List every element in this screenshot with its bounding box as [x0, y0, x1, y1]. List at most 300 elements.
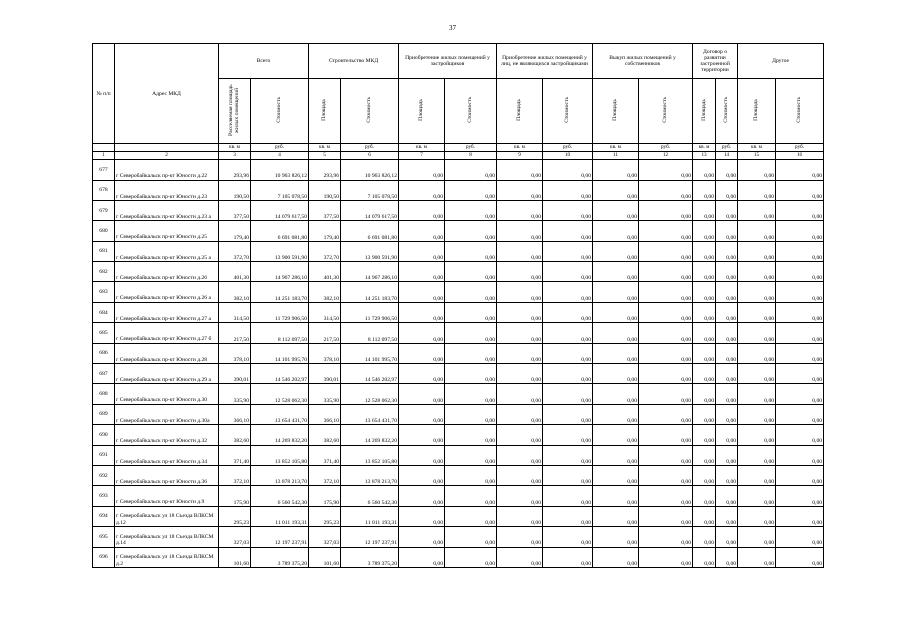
row-zero-value: 0,00	[738, 221, 776, 241]
resettlement-table	[92, 43, 824, 568]
header-sub-label: Площадь	[700, 99, 707, 121]
row-zero-value: 0,00	[399, 180, 445, 200]
table-row	[93, 486, 824, 506]
row-zero-value: 0,00	[738, 302, 776, 322]
row-zero-value: 0,00	[716, 282, 738, 302]
row-zero-value: 0,00	[445, 384, 497, 404]
row-zero-value: 0,00	[693, 506, 716, 526]
row-zero-value: 0,00	[543, 200, 593, 220]
row-total-cost: 14 079 617,50	[251, 200, 309, 220]
table-row	[93, 445, 824, 465]
row-zero-value: 0,00	[639, 241, 693, 261]
row-zero-value: 0,00	[738, 506, 776, 526]
row-number: 688	[93, 384, 115, 404]
row-zero-value: 0,00	[445, 282, 497, 302]
row-zero-value: 0,00	[593, 364, 639, 384]
row-zero-value: 0,00	[738, 364, 776, 384]
row-construction-area: 401,30	[309, 262, 341, 282]
row-total-area: 371,40	[219, 445, 251, 465]
table-row	[93, 282, 824, 302]
header-sub-label: Стоимость	[467, 97, 474, 123]
row-number: 677	[93, 160, 115, 180]
row-total-cost: 14 546 202,97	[251, 364, 309, 384]
column-number: 8	[445, 152, 497, 160]
unit-cell: кв. м	[219, 144, 251, 152]
row-zero-value: 0,00	[639, 384, 693, 404]
header-sub-cost	[543, 79, 593, 144]
row-zero-value: 0,00	[543, 241, 593, 261]
row-construction-area: 372,10	[309, 466, 341, 486]
row-zero-value: 0,00	[738, 241, 776, 261]
row-zero-value: 0,00	[693, 384, 716, 404]
header-sub-label: Стоимость	[723, 97, 730, 123]
row-number: 684	[93, 302, 115, 322]
row-total-cost: 14 269 832,20	[251, 425, 309, 445]
unit-cell: руб.	[639, 144, 693, 152]
row-construction-area: 293,96	[309, 160, 341, 180]
row-zero-value: 0,00	[716, 404, 738, 424]
row-zero-value: 0,00	[738, 425, 776, 445]
row-zero-value: 0,00	[399, 343, 445, 363]
header-sub-area	[593, 79, 639, 144]
row-zero-value: 0,00	[693, 425, 716, 445]
row-zero-value: 0,00	[593, 160, 639, 180]
row-total-cost: 13 654 431,70	[251, 404, 309, 424]
header-sub-label: Стоимость	[366, 97, 373, 123]
header-sub-label: Стоимость	[564, 97, 571, 123]
row-zero-value: 0,00	[497, 384, 543, 404]
column-number: 10	[543, 152, 593, 160]
row-total-area: 217,50	[219, 323, 251, 343]
column-number: 14	[716, 152, 738, 160]
row-zero-value: 0,00	[543, 384, 593, 404]
table-row	[93, 323, 824, 343]
table-row	[93, 160, 824, 180]
header-group-developer: Приобретение жилых помещений у застройщиков	[399, 44, 497, 79]
row-zero-value: 0,00	[399, 302, 445, 322]
column-number: 16	[776, 152, 824, 160]
row-total-area: 401,30	[219, 262, 251, 282]
row-zero-value: 0,00	[738, 180, 776, 200]
row-zero-value: 0,00	[543, 527, 593, 547]
row-address: г Северобайкальск пр-кт Юности д.22	[115, 160, 219, 180]
row-zero-value: 0,00	[738, 282, 776, 302]
row-zero-value: 0,00	[497, 486, 543, 506]
header-sub-cost	[776, 79, 824, 144]
table-row	[93, 180, 824, 200]
row-zero-value: 0,00	[716, 527, 738, 547]
page-number: 37	[449, 24, 456, 32]
row-address: г Северобайкальск пр-кт Юности д.9	[115, 486, 219, 506]
row-zero-value: 0,00	[399, 282, 445, 302]
row-zero-value: 0,00	[639, 425, 693, 445]
header-sub-label: Площадь	[418, 99, 425, 121]
row-zero-value: 0,00	[693, 282, 716, 302]
row-zero-value: 0,00	[497, 180, 543, 200]
row-zero-value: 0,00	[497, 241, 543, 261]
row-construction-area: 179,40	[309, 221, 341, 241]
header-group-total: Всего	[219, 44, 309, 79]
row-zero-value: 0,00	[399, 506, 445, 526]
row-construction-area: 314,50	[309, 302, 341, 322]
row-zero-value: 0,00	[738, 200, 776, 220]
row-address: г Северобайкальск пр-кт Юности д.27 б	[115, 323, 219, 343]
row-number: 693	[93, 486, 115, 506]
row-zero-value: 0,00	[543, 262, 593, 282]
row-total-cost: 13 878 213,70	[251, 466, 309, 486]
row-number: 696	[93, 547, 115, 567]
row-construction-cost: 12 197 237,91	[341, 527, 399, 547]
row-construction-area: 295,23	[309, 506, 341, 526]
unit-cell: руб.	[251, 144, 309, 152]
row-total-area: 293,96	[219, 160, 251, 180]
row-number: 687	[93, 364, 115, 384]
row-construction-cost: 14 251 183,70	[341, 282, 399, 302]
column-number: 11	[593, 152, 639, 160]
row-zero-value: 0,00	[716, 547, 738, 567]
row-zero-value: 0,00	[776, 547, 824, 567]
row-total-area: 314,50	[219, 302, 251, 322]
row-zero-value: 0,00	[497, 466, 543, 486]
row-zero-value: 0,00	[445, 466, 497, 486]
row-zero-value: 0,00	[738, 527, 776, 547]
header-group-non-developer: Приобретение жилых помещений у лиц, не являющихся застройщиками	[497, 44, 593, 79]
row-total-cost: 14 251 183,70	[251, 282, 309, 302]
row-total-area: 372,10	[219, 466, 251, 486]
row-address: г Северобайкальск пр-кт Юности д.27 а	[115, 302, 219, 322]
row-construction-cost: 3 789 375,20	[341, 547, 399, 567]
row-zero-value: 0,00	[738, 323, 776, 343]
row-address: г Северобайкальск пр-кт Юности д.32	[115, 425, 219, 445]
row-zero-value: 0,00	[399, 547, 445, 567]
table-row	[93, 343, 824, 363]
row-zero-value: 0,00	[716, 364, 738, 384]
row-zero-value: 0,00	[639, 466, 693, 486]
units-blank	[115, 144, 219, 152]
row-zero-value: 0,00	[716, 486, 738, 506]
row-number: 690	[93, 425, 115, 445]
row-zero-value: 0,00	[738, 262, 776, 282]
row-zero-value: 0,00	[776, 160, 824, 180]
row-zero-value: 0,00	[776, 221, 824, 241]
table-row	[93, 364, 824, 384]
row-zero-value: 0,00	[399, 404, 445, 424]
units-blank	[93, 144, 115, 152]
unit-cell: руб.	[543, 144, 593, 152]
row-zero-value: 0,00	[639, 343, 693, 363]
row-total-area: 335,90	[219, 384, 251, 404]
row-zero-value: 0,00	[639, 323, 693, 343]
row-zero-value: 0,00	[593, 445, 639, 465]
row-total-cost: 13 852 105,80	[251, 445, 309, 465]
row-address: г Северобайкальск пр-кт Юности д.26 а	[115, 282, 219, 302]
row-zero-value: 0,00	[399, 262, 445, 282]
row-construction-cost: 6 691 081,80	[341, 221, 399, 241]
row-zero-value: 0,00	[639, 527, 693, 547]
row-address: г Северобайкальск пр-кт Юности д.25 а	[115, 241, 219, 261]
row-zero-value: 0,00	[693, 445, 716, 465]
row-zero-value: 0,00	[543, 160, 593, 180]
row-address: г Северобайкальск пр-кт Юности д.25	[115, 221, 219, 241]
row-zero-value: 0,00	[497, 506, 543, 526]
row-zero-value: 0,00	[776, 200, 824, 220]
row-zero-value: 0,00	[399, 160, 445, 180]
row-zero-value: 0,00	[543, 180, 593, 200]
column-number: 12	[639, 152, 693, 160]
header-sub-cost	[639, 79, 693, 144]
row-zero-value: 0,00	[693, 302, 716, 322]
row-zero-value: 0,00	[543, 221, 593, 241]
row-zero-value: 0,00	[593, 506, 639, 526]
row-zero-value: 0,00	[593, 200, 639, 220]
column-number: 7	[399, 152, 445, 160]
column-number: 13	[693, 152, 716, 160]
row-construction-cost: 13 654 431,70	[341, 404, 399, 424]
row-zero-value: 0,00	[738, 343, 776, 363]
row-zero-value: 0,00	[593, 323, 639, 343]
column-number: 6	[341, 152, 399, 160]
column-number: 5	[309, 152, 341, 160]
row-construction-cost: 13 900 591,90	[341, 241, 399, 261]
row-total-cost: 11 011 193,31	[251, 506, 309, 526]
table-row	[93, 241, 824, 261]
row-zero-value: 0,00	[497, 221, 543, 241]
row-zero-value: 0,00	[716, 262, 738, 282]
row-construction-cost: 14 101 995,70	[341, 343, 399, 363]
row-zero-value: 0,00	[543, 323, 593, 343]
row-address: г Северобайкальск пр-кт Юности д.30	[115, 384, 219, 404]
row-total-cost: 8 112 097,50	[251, 323, 309, 343]
row-zero-value: 0,00	[693, 200, 716, 220]
row-total-area: 327,03	[219, 527, 251, 547]
row-zero-value: 0,00	[716, 323, 738, 343]
row-zero-value: 0,00	[543, 302, 593, 322]
row-construction-cost: 11 011 193,31	[341, 506, 399, 526]
row-address: г Северобайкальск пр-кт Юности д.34	[115, 445, 219, 465]
row-zero-value: 0,00	[693, 364, 716, 384]
row-construction-area: 101,60	[309, 547, 341, 567]
row-address: г Северобайкальск пр-кт Юности д.26	[115, 262, 219, 282]
row-zero-value: 0,00	[445, 506, 497, 526]
row-zero-value: 0,00	[738, 486, 776, 506]
row-number: 692	[93, 466, 115, 486]
table-row	[93, 466, 824, 486]
row-address: г Северобайкальск ул 18 Съезда ВЛКСМ д.14	[115, 527, 219, 547]
header-sub-label: Стоимость	[276, 97, 283, 123]
row-total-area: 377,50	[219, 200, 251, 220]
row-zero-value: 0,00	[639, 180, 693, 200]
row-zero-value: 0,00	[497, 160, 543, 180]
row-total-area: 378,10	[219, 343, 251, 363]
row-address: г Северобайкальск ул 18 Съезда ВЛКСМ д.12	[115, 506, 219, 526]
row-zero-value: 0,00	[693, 404, 716, 424]
row-zero-value: 0,00	[639, 506, 693, 526]
column-number: 1	[93, 152, 115, 160]
row-zero-value: 0,00	[593, 527, 639, 547]
unit-cell: руб.	[445, 144, 497, 152]
row-number: 679	[93, 200, 115, 220]
header-group-other: Другое	[738, 44, 824, 79]
row-zero-value: 0,00	[543, 486, 593, 506]
row-total-cost: 6 691 081,80	[251, 221, 309, 241]
row-zero-value: 0,00	[693, 180, 716, 200]
row-construction-cost: 14 546 202,97	[341, 364, 399, 384]
row-construction-area: 377,50	[309, 200, 341, 220]
row-construction-area: 382,60	[309, 425, 341, 445]
row-number: 682	[93, 262, 115, 282]
header-sub-area	[693, 79, 716, 144]
row-zero-value: 0,00	[776, 486, 824, 506]
row-total-area: 295,23	[219, 506, 251, 526]
row-zero-value: 0,00	[445, 425, 497, 445]
row-zero-value: 0,00	[497, 200, 543, 220]
row-construction-area: 190,50	[309, 180, 341, 200]
row-zero-value: 0,00	[639, 364, 693, 384]
header-sub-area	[219, 79, 251, 144]
row-zero-value: 0,00	[497, 282, 543, 302]
header-sub-cost	[341, 79, 399, 144]
row-zero-value: 0,00	[399, 445, 445, 465]
header-address: Адрес МКД	[115, 44, 219, 144]
row-construction-area: 175,90	[309, 486, 341, 506]
row-zero-value: 0,00	[776, 384, 824, 404]
row-zero-value: 0,00	[445, 343, 497, 363]
row-address: г Северобайкальск ул 18 Съезда ВЛКСМ д.2	[115, 547, 219, 567]
column-number: 15	[738, 152, 776, 160]
row-zero-value: 0,00	[693, 466, 716, 486]
row-zero-value: 0,00	[738, 445, 776, 465]
row-zero-value: 0,00	[639, 486, 693, 506]
row-zero-value: 0,00	[497, 323, 543, 343]
row-zero-value: 0,00	[776, 302, 824, 322]
row-construction-cost: 6 560 542,30	[341, 486, 399, 506]
row-zero-value: 0,00	[776, 262, 824, 282]
row-zero-value: 0,00	[497, 364, 543, 384]
row-construction-area: 335,90	[309, 384, 341, 404]
row-zero-value: 0,00	[497, 343, 543, 363]
row-zero-value: 0,00	[497, 527, 543, 547]
row-zero-value: 0,00	[693, 262, 716, 282]
row-total-cost: 11 729 906,50	[251, 302, 309, 322]
unit-cell: кв. м	[399, 144, 445, 152]
row-zero-value: 0,00	[716, 466, 738, 486]
row-zero-value: 0,00	[593, 486, 639, 506]
table-row	[93, 425, 824, 445]
row-zero-value: 0,00	[639, 262, 693, 282]
row-zero-value: 0,00	[716, 445, 738, 465]
row-zero-value: 0,00	[445, 180, 497, 200]
column-number: 3	[219, 152, 251, 160]
header-sub-area	[738, 79, 776, 144]
row-zero-value: 0,00	[693, 323, 716, 343]
table-row	[93, 200, 824, 220]
row-address: г Северобайкальск пр-кт Юности д.29 а	[115, 364, 219, 384]
row-zero-value: 0,00	[716, 343, 738, 363]
row-zero-value: 0,00	[399, 200, 445, 220]
row-construction-cost: 14 269 832,20	[341, 425, 399, 445]
row-number: 680	[93, 221, 115, 241]
row-zero-value: 0,00	[543, 445, 593, 465]
row-zero-value: 0,00	[399, 527, 445, 547]
row-zero-value: 0,00	[738, 384, 776, 404]
row-zero-value: 0,00	[543, 547, 593, 567]
table-row	[93, 527, 824, 547]
row-number: 689	[93, 404, 115, 424]
row-construction-cost: 8 112 097,50	[341, 323, 399, 343]
row-number: 691	[93, 445, 115, 465]
row-zero-value: 0,00	[593, 180, 639, 200]
row-total-area: 190,50	[219, 180, 251, 200]
row-zero-value: 0,00	[738, 160, 776, 180]
unit-cell: кв. м	[738, 144, 776, 152]
row-zero-value: 0,00	[399, 486, 445, 506]
row-zero-value: 0,00	[639, 221, 693, 241]
header-sub-label: Расселяемая площадь жилых помещений	[228, 84, 241, 136]
row-total-cost: 12 528 062,30	[251, 384, 309, 404]
table-row	[93, 506, 824, 526]
row-zero-value: 0,00	[543, 404, 593, 424]
row-total-area: 372,70	[219, 241, 251, 261]
row-zero-value: 0,00	[543, 343, 593, 363]
row-zero-value: 0,00	[497, 404, 543, 424]
header-group-construction: Строительство МКД	[309, 44, 399, 79]
row-number: 683	[93, 282, 115, 302]
row-total-cost: 12 197 237,91	[251, 527, 309, 547]
row-zero-value: 0,00	[593, 241, 639, 261]
row-number: 695	[93, 527, 115, 547]
row-zero-value: 0,00	[543, 282, 593, 302]
row-zero-value: 0,00	[445, 302, 497, 322]
row-zero-value: 0,00	[445, 323, 497, 343]
row-number: 694	[93, 506, 115, 526]
row-zero-value: 0,00	[776, 180, 824, 200]
row-construction-area: 382,10	[309, 282, 341, 302]
header-sub-area	[399, 79, 445, 144]
unit-cell: кв. м	[693, 144, 716, 152]
row-zero-value: 0,00	[497, 445, 543, 465]
row-zero-value: 0,00	[445, 200, 497, 220]
row-zero-value: 0,00	[593, 343, 639, 363]
row-construction-cost: 7 105 078,50	[341, 180, 399, 200]
column-number: 4	[251, 152, 309, 160]
row-zero-value: 0,00	[776, 364, 824, 384]
row-construction-cost: 11 729 906,50	[341, 302, 399, 322]
unit-cell: кв. м	[309, 144, 341, 152]
row-zero-value: 0,00	[776, 425, 824, 445]
header-sub-label: Площадь	[516, 99, 523, 121]
header-sub-label: Площадь	[321, 99, 328, 121]
row-zero-value: 0,00	[445, 160, 497, 180]
row-zero-value: 0,00	[399, 425, 445, 445]
row-zero-value: 0,00	[593, 262, 639, 282]
row-zero-value: 0,00	[593, 404, 639, 424]
row-zero-value: 0,00	[497, 425, 543, 445]
row-zero-value: 0,00	[716, 221, 738, 241]
row-total-area: 179,40	[219, 221, 251, 241]
header-sub-label: Площадь	[612, 99, 619, 121]
row-zero-value: 0,00	[716, 160, 738, 180]
row-zero-value: 0,00	[399, 384, 445, 404]
row-zero-value: 0,00	[639, 404, 693, 424]
header-group-buyout: Выкуп жилых помещений у собственников	[593, 44, 693, 79]
row-zero-value: 0,00	[497, 302, 543, 322]
row-zero-value: 0,00	[445, 221, 497, 241]
row-zero-value: 0,00	[776, 527, 824, 547]
row-construction-area: 372,70	[309, 241, 341, 261]
row-total-area: 366,10	[219, 404, 251, 424]
row-zero-value: 0,00	[593, 425, 639, 445]
unit-cell: руб.	[776, 144, 824, 152]
